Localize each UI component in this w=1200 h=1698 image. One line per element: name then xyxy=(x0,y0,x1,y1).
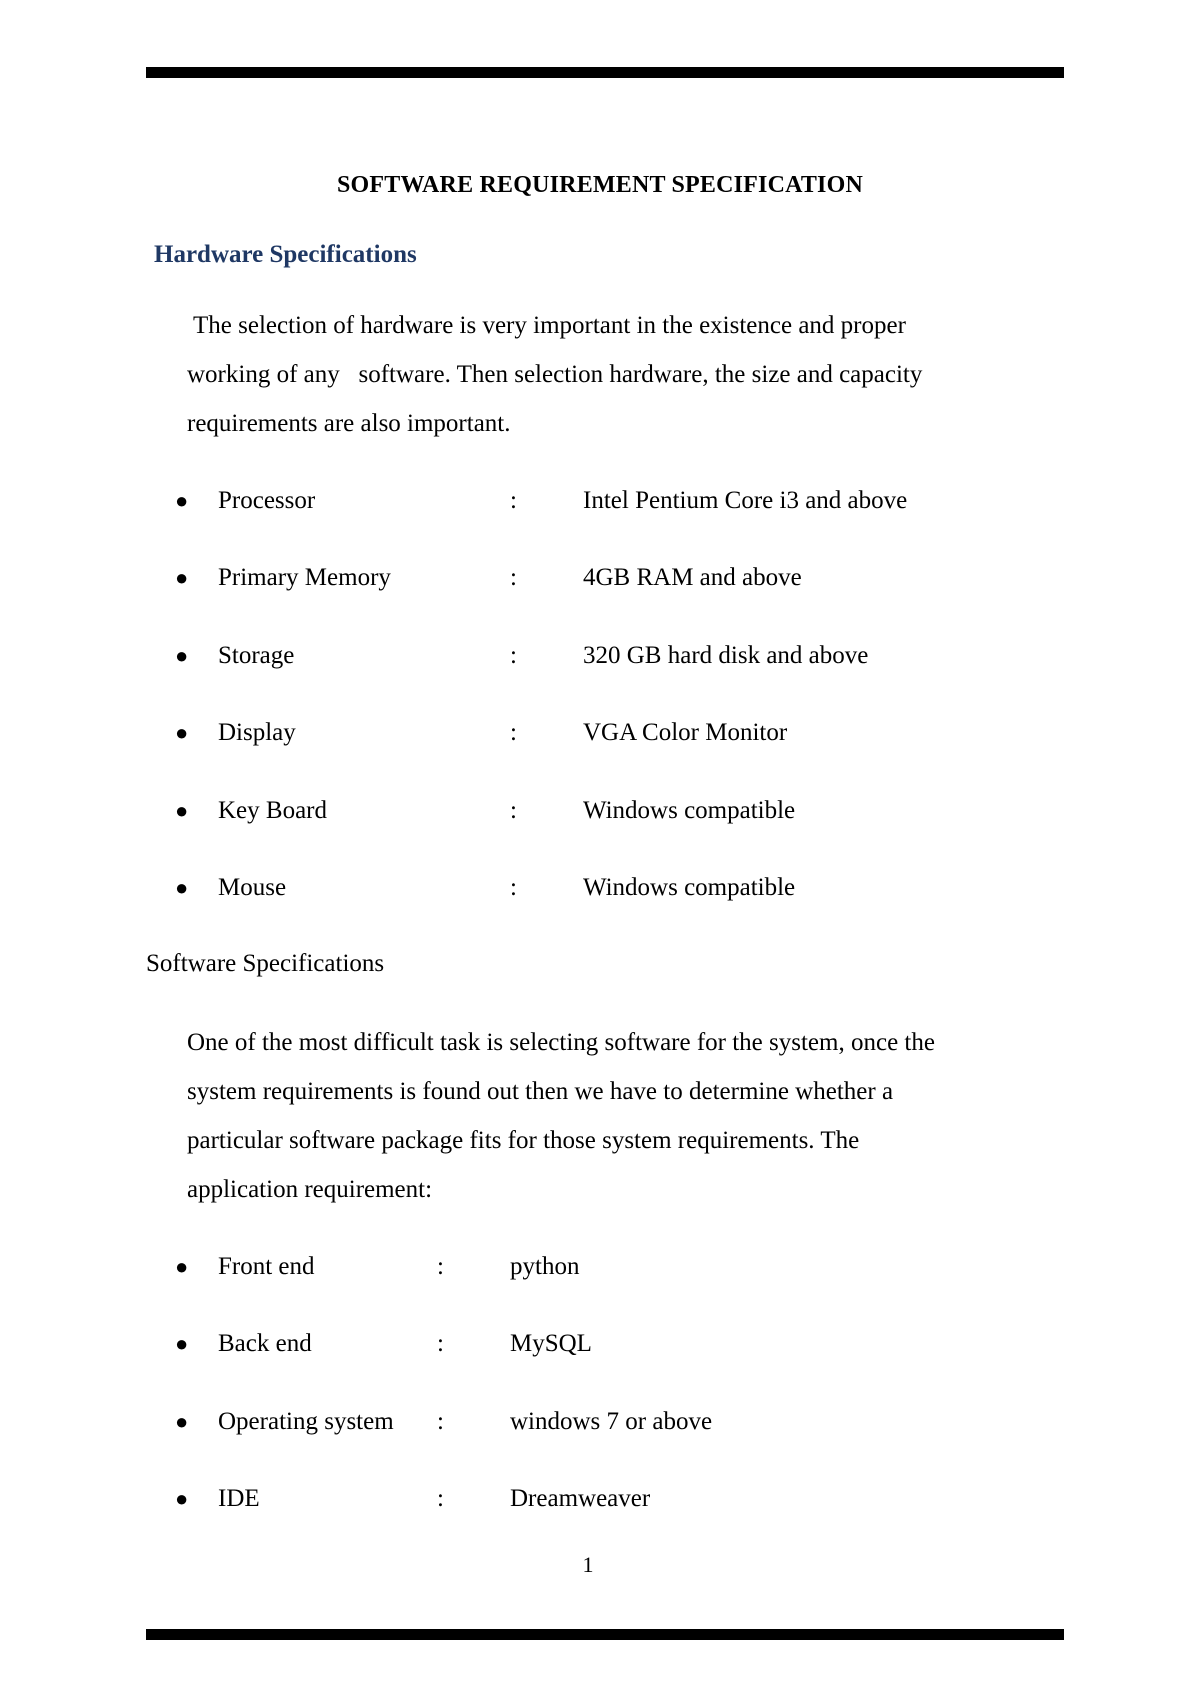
spec-separator: : xyxy=(437,1253,444,1280)
bullet-icon: ● xyxy=(175,565,189,591)
software-paragraph-line: system requirements is found out then we have to determine whether a xyxy=(187,1078,894,1105)
page-number: 1 xyxy=(582,1552,594,1577)
bullet-icon: ● xyxy=(175,1486,189,1512)
hardware-paragraph-line: working of any software. Then selection hardware, the size and capacity xyxy=(187,361,923,388)
software-paragraph-line: application requirement: xyxy=(187,1176,433,1203)
software-heading: Software Specifications xyxy=(146,950,385,977)
hardware-paragraph-line: The selection of hardware is very important in the existence and proper xyxy=(193,312,906,339)
hardware-paragraph xyxy=(187,301,1049,448)
bullet-icon: ● xyxy=(175,488,189,513)
hardware-paragraph-line: requirements are also important. xyxy=(187,410,511,437)
spec-label: Primary Memory xyxy=(218,564,391,592)
bullet-icon: ● xyxy=(175,874,189,900)
spec-value: Intel Pentium Core i3 and above xyxy=(583,487,908,514)
spec-label: Back end xyxy=(218,1330,312,1358)
bottom-border-rule xyxy=(146,1629,1064,1640)
software-paragraph xyxy=(187,1018,1049,1214)
spec-separator: : xyxy=(437,1485,444,1513)
top-border-rule xyxy=(146,67,1064,78)
bullet-icon: ● xyxy=(175,1331,189,1357)
spec-separator: : xyxy=(510,564,517,592)
spec-value: VGA Color Monitor xyxy=(583,719,788,747)
spec-label: Processor xyxy=(218,487,316,514)
spec-value: windows 7 or above xyxy=(510,1407,713,1435)
spec-label: Storage xyxy=(218,641,295,669)
spec-label: Operating system xyxy=(218,1407,394,1435)
bullet-icon: ● xyxy=(175,1408,189,1434)
software-paragraph-line: particular software package fits for those system requirements. The xyxy=(187,1127,860,1154)
spec-separator: : xyxy=(437,1330,444,1358)
spec-value: 4GB RAM and above xyxy=(583,564,802,592)
software-paragraph-line: One of the most difficult task is selecting software for the system, once the xyxy=(187,1029,935,1056)
document-title: SOFTWARE REQUIREMENT SPECIFICATION xyxy=(337,172,863,198)
spec-value: Windows compatible xyxy=(583,873,796,901)
spec-separator: : xyxy=(437,1407,444,1435)
hardware-heading: Hardware Specifications xyxy=(154,241,417,268)
spec-value: Dreamweaver xyxy=(510,1485,651,1513)
spec-label: Mouse xyxy=(218,873,287,901)
spec-value: python xyxy=(510,1253,580,1280)
spec-separator: : xyxy=(510,796,517,824)
spec-label: IDE xyxy=(218,1485,260,1513)
spec-separator: : xyxy=(510,487,517,514)
bullet-icon: ● xyxy=(175,1254,189,1279)
spec-separator: : xyxy=(510,719,517,747)
spec-label: Front end xyxy=(218,1253,315,1280)
spec-label: Display xyxy=(218,719,296,747)
bullet-icon: ● xyxy=(175,720,189,746)
spec-label: Key Board xyxy=(218,796,327,824)
spec-value: Windows compatible xyxy=(583,796,796,824)
spec-separator: : xyxy=(510,641,517,669)
bullet-icon: ● xyxy=(175,797,189,823)
spec-value: 320 GB hard disk and above xyxy=(583,641,869,669)
spec-separator: : xyxy=(510,873,517,901)
spec-value: MySQL xyxy=(510,1330,592,1358)
bullet-icon: ● xyxy=(175,642,189,668)
